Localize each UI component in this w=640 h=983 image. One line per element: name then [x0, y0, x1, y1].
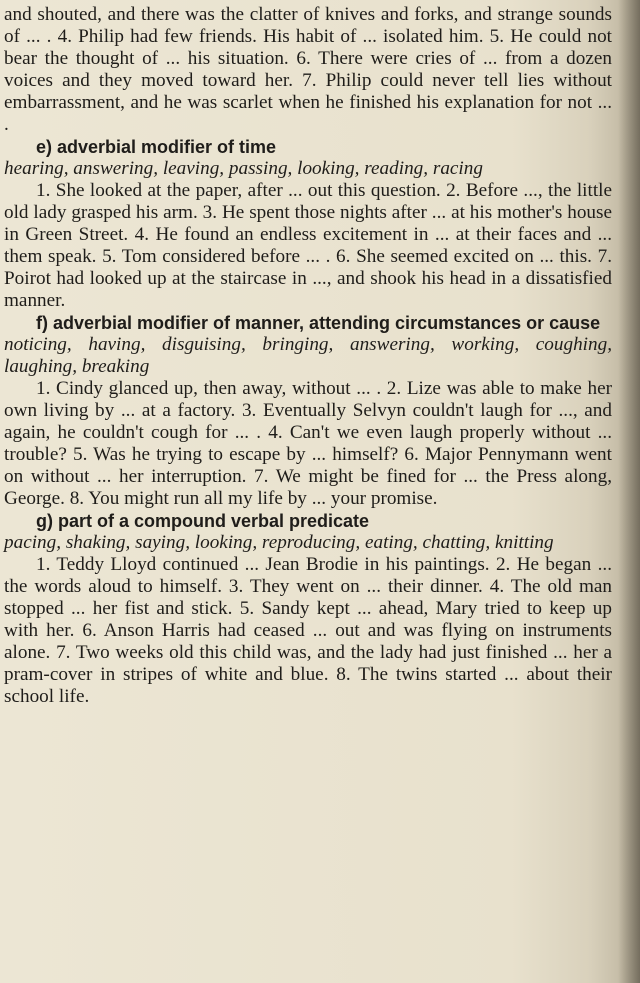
- continued-paragraph: and shouted, and there was the clatter of knives and forks, and strange sounds of ... . 4. Philip had few friends. His habit of ... isolated him. 5. He could not bear the thought of ... his situation. 6. There were cries of ... from a dozen voices and they moved toward her. 7. Philip could never tell lies without embarrassment, and he was scarlet when he finished his explanation for not ... .: [4, 4, 612, 135]
- section-e-exercise-text: 1. She looked at the paper, after ... out this question. 2. Before ..., the little old lady grasped his arm. 3. He spent those nights after ... at his mother's house in Green Street. 4. He found an endless excitement in ... at their faces and ... them speak. 5. Tom considered before ... . 6. She seemed excited on ... this. 7. Poirot had looked up at the staircase in ..., and shook his head in a dissatisfied manner.: [4, 180, 612, 311]
- section-g-heading: g) part of a compound verbal predicate: [36, 511, 370, 531]
- section-e-heading: e) adverbial modifier of time: [36, 137, 277, 157]
- page-edge-shadow: [618, 0, 640, 983]
- section-g-exercise-text: 1. Teddy Lloyd continued ... Jean Brodie in his paintings. 2. He began ... the words aloud to himself. 3. They went on ... their dinner. 4. The old man stopped ... her fist and stick. 5. Sandy kept ... ahead, Mary tried to keep up with her. 6. Anson Harris had ceased ... out and was flying on instruments alone. 7. Two weeks old this child was, and the lady had just finished ... her a pram-cover in stripes of white and blue. 8. The twins started ... about their school life.: [4, 554, 612, 707]
- section-f-exercise-text: 1. Cindy glanced up, then away, without ... . 2. Lize was able to make her own living by ... at a factory. 3. Eventually Selvyn couldn't laugh for ..., and again, he couldn't cough for ... . 4. Can't we even laugh properly without ... trouble? 5. Was he trying to escape by ... himself? 6. Major Pennymann went on without ... her interruption. 7. We might be fined for ... the Press along, George. 8. You might run all my life by ... your promise.: [4, 378, 612, 509]
- section-f-word-list: noticing, having, disguising, bringing, answering, working, coughing, laughing, breaking: [4, 334, 612, 377]
- section-e-word-list: hearing, answering, leaving, passing, looking, reading, racing: [4, 158, 483, 179]
- section-f-heading: f) adverbial modifier of manner, attending circumstances or cause: [36, 313, 601, 333]
- section-g-word-list: pacing, shaking, saying, looking, reproducing, eating, chatting, knitting: [4, 532, 554, 553]
